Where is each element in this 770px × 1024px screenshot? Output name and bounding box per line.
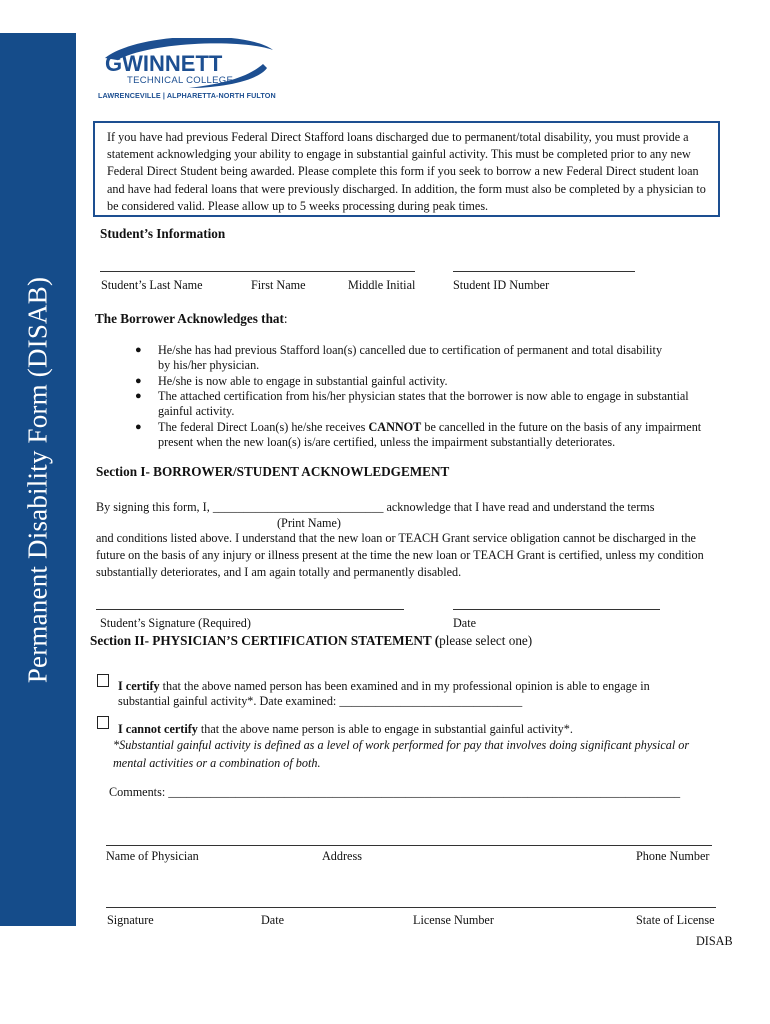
form-code: DISAB: [696, 934, 733, 948]
physician-address-label: Address: [322, 849, 362, 863]
section1-body-line: substantially deteriorates, and I am again totally and permanently disabled.: [96, 565, 462, 579]
logo-subtitle: TECHNICAL COLLEGE: [127, 75, 234, 86]
date-examined-blank[interactable]: ______________________________: [339, 694, 523, 708]
form-title-vertical: Permanent Disability Form (DISAB): [22, 276, 53, 683]
certify-checkbox[interactable]: [97, 674, 109, 687]
physician-date-label: Date: [261, 913, 285, 927]
borrower-heading: The Borrower Acknowledges that:: [95, 311, 288, 326]
section2-heading: Section II- PHYSICIAN’S CERTIFICATION STATEMENT (please select one): [90, 633, 533, 648]
physician-info-line[interactable]: [106, 845, 712, 846]
physician-phone-label: Phone Number: [636, 849, 710, 863]
print-name-label: (Print Name): [277, 516, 341, 530]
bullet-icon: ●: [135, 344, 142, 356]
student-signature-line[interactable]: [96, 609, 404, 610]
physician-signature-line[interactable]: [106, 907, 716, 908]
cannot-certify-checkbox[interactable]: [97, 716, 109, 729]
student-signature-label: Student’s Signature (Required): [100, 616, 251, 630]
student-id-line[interactable]: [453, 271, 635, 272]
student-date-label: Date: [453, 616, 477, 630]
license-number-label: License Number: [413, 913, 494, 927]
bullet-icon: ●: [135, 421, 142, 433]
student-name-line[interactable]: [100, 271, 415, 272]
sga-definition-line: *Substantial gainful activity is defined as a level of work performed for pay that involves doing significant physical or: [113, 738, 690, 752]
physician-name-label: Name of Physician: [106, 849, 199, 863]
section1-heading: Section I- BORROWER/STUDENT ACKNOWLEDGEMENT: [96, 464, 450, 479]
comments-field[interactable]: Comments: ____________________________________________________________________________________: [109, 785, 681, 799]
cannot-certify-option-text: I cannot certify that the above name person is able to engage in substantial gainful activity*.: [118, 722, 573, 736]
certify-option-text: I certify that the above named person has been examined and in my professional opinion is able to engage in: [118, 679, 650, 693]
bullet-icon: ●: [135, 375, 142, 387]
middle-initial-label: Middle Initial: [348, 278, 416, 292]
student-info-heading: Student’s Information: [100, 226, 226, 241]
notice-text: If you have had previous Federal Direct Stafford loans discharged due to permanent/total disability, you must provide a statement acknowledging your ability to engage in substantial gainful activity. This must be completed prior to any new Federal Direct Student being awarded. Please complete this form if you seek to borrow a new Federal Direct student loan and have had federal loans that were previously discharged. In addition, the form must also be completed by a physician to be considered valid. Please allow up to 5 weeks processing during peak times.: [107, 130, 706, 213]
certify-option-line2: substantial gainful activity*. Date examined: ______________________________: [118, 694, 523, 708]
student-id-label: Student ID Number: [453, 278, 550, 292]
student-date-line[interactable]: [453, 609, 660, 610]
license-state-label: State of License: [636, 913, 715, 927]
notice-box: [93, 121, 720, 217]
logo-tagline: LAWRENCEVILLE | ALPHARETTA-NORTH FULTON: [98, 91, 276, 100]
sidebar-band: [0, 33, 76, 926]
logo-name: GWINNETT: [105, 51, 223, 76]
bullet-icon: ●: [135, 390, 142, 402]
physician-signature-label: Signature: [107, 913, 154, 927]
section1-body-line: and conditions listed above. I understand that the new loan or TEACH Grant service obligation cannot be discharged in the: [96, 531, 696, 545]
sga-definition-line: mental activities or a combination of both.: [113, 756, 321, 770]
print-name-blank[interactable]: ____________________________: [212, 500, 384, 514]
first-name-label: First Name: [251, 278, 306, 292]
last-name-label: Student’s Last Name: [101, 278, 203, 292]
section1-body-line: future on the basis of any injury or illness present at the time the new loan or TEACH Grant is certified, unless my condition: [96, 548, 704, 562]
section1-sign-statement: By signing this form, I, ____________________________ acknowledge that I have read and understand the terms: [96, 500, 655, 514]
